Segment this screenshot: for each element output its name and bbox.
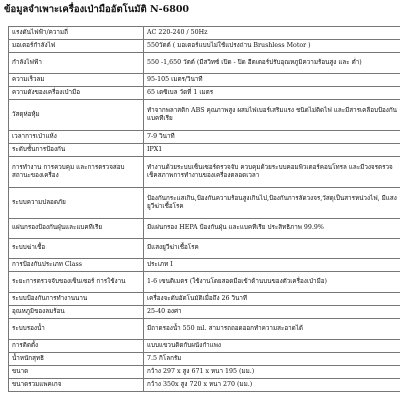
spec-value: มีถาดรองน้ำ 550 ml. สามารถถอดออกทำความสะอาดได้ <box>144 319 400 340</box>
spec-value: กว้าง 350x สูง 720 x หนา 270 (มม.) <box>144 379 400 392</box>
table-row <box>9 219 400 239</box>
table-row <box>9 319 400 340</box>
table-row <box>9 306 400 319</box>
spec-label: ความเร็วลม <box>9 74 144 87</box>
spec-label: แผ่นกรองป้องกันฝุ่นและแบคทีเรีย <box>9 219 144 239</box>
spec-value: ประเภท I <box>144 259 400 272</box>
spec-label: วัสดุห่อหุ้ม <box>9 100 144 131</box>
spec-value: เครื่องจะดับอัตโนมัติเมื่อถึง 26 วินาที <box>144 293 400 306</box>
spec-label: กำลังไฟฟ้า <box>9 53 144 74</box>
spec-table <box>8 26 400 392</box>
spec-label: การป้องกันประเภท Class <box>9 259 144 272</box>
spec-value: 25-40 องศา <box>144 306 400 319</box>
spec-label: ระดับชั้นการป้องกัน <box>9 144 144 157</box>
spec-label: ระยะการตรวจจับของเซ็นเซอร์ การใช้งาน <box>9 272 144 293</box>
spec-label: ระบบป้องกันการทำงานนาน <box>9 293 144 306</box>
spec-label: ความดังของเครื่องเป่ามือ <box>9 87 144 100</box>
spec-label: ขนาดรวมแพคเกจ <box>9 379 144 392</box>
spec-label: การติดตั้ง <box>9 340 144 353</box>
table-row <box>9 272 400 293</box>
table-row <box>9 259 400 272</box>
table-row <box>9 87 400 100</box>
spec-value: ป้องกันกระแสเกิน,ป้องกันความร้อนสูงเกินไป,ป้องกันการลัดวงจร,วัสดุเป็นสารหน่วงไฟ, มีแสงยูวีฆ่าเชื้อโรค <box>144 188 400 219</box>
spec-value: มีแผ่นกรอง HEPA ป้องกันฝุ่น และแบคทีเรีย ประสิทธิภาพ 99.9% <box>144 219 400 239</box>
spec-value: AC 220-240 / 50Hz <box>144 27 400 40</box>
spec-label: เวลาการเป่าแห้ง <box>9 131 144 144</box>
spec-label: ระบบรองน้ำ <box>9 319 144 340</box>
table-row <box>9 340 400 353</box>
table-row <box>9 74 400 87</box>
page-title: ข้อมูลจำเพาะเครื่องเป่ามืออัตโนมัติ N-6800 <box>4 4 190 15</box>
table-row <box>9 353 400 366</box>
table-row <box>9 144 400 157</box>
table-row <box>9 239 400 259</box>
table-row <box>9 131 400 144</box>
spec-value: 550วัตต์ ( มอเตอร์แบบไม่ใช้แปรงถ่าน Brushless Motor ) <box>144 40 400 53</box>
table-row <box>9 293 400 306</box>
table-row <box>9 157 400 188</box>
spec-value: 550 -1,650 วัตต์ (มีสวิทซ์ เปิด - ปิด ฮีตเตอร์ปรับอุณหภูมิความร้อนสูง และ ต่ำ) <box>144 53 400 74</box>
spec-label: มอเตอร์กำลังไฟ <box>9 40 144 53</box>
table-row <box>9 188 400 219</box>
table-row <box>9 53 400 74</box>
spec-value: 7.5 กิโลกรัม <box>144 353 400 366</box>
spec-label: น้ำหนักสุทธิ <box>9 353 144 366</box>
table-row <box>9 379 400 392</box>
spec-label: แรงดันไฟฟ้า/ความถี่ <box>9 27 144 40</box>
spec-value: แบบแขวนติดกับผนังกำแพง <box>144 340 400 353</box>
spec-value: ทำจากพลาสติก ABS คุณภาพสูง ผสมไฟเบอร์เสริมแรง ชนิดไม่ติดไฟ และมีสารเคลือบป้องกันแบคทีเรีย <box>144 100 400 131</box>
table-row <box>9 40 400 53</box>
spec-value: กว้าง 297 x สูง 671 x หนา 195 (มม.) <box>144 366 400 379</box>
spec-value: 95-105 เมตร/วินาที <box>144 74 400 87</box>
spec-value: 7-9 วินาที <box>144 131 400 144</box>
spec-value: 1-6 เซนติเมตร (ใช้งานโดยสอดมือเข้าด้านบนของตัวเครื่องเป่ามือ) <box>144 272 400 293</box>
table-row <box>9 27 400 40</box>
spec-value: 65 เดซิเบล วัดที่ 1 เมตร <box>144 87 400 100</box>
spec-label: อุณหภูมิของลมร้อน <box>9 306 144 319</box>
table-row <box>9 100 400 131</box>
spec-label: ระบบฆ่าเชื้อ <box>9 239 144 259</box>
spec-value: มีแสงยูวีฆ่าเชื้อโรค <box>144 239 400 259</box>
spec-label: การทำงาน การควบคุม และการตรวจสอบสถานะของเครื่อง <box>9 157 144 188</box>
spec-label: ขนาด <box>9 366 144 379</box>
spec-value: ทำงานด้วยระบบเซ็นเซอร์ตรวจจับ ควบคุมด้วยระบบคอมพิวเตอร์คอนโทรล และมีวงจรตรวจเช็คสภาพการทำงานของเครื่องตลอดเวลา <box>144 157 400 188</box>
spec-value: IPX1 <box>144 144 400 157</box>
table-row <box>9 366 400 379</box>
spec-label: ระบบความปลอดภัย <box>9 188 144 219</box>
